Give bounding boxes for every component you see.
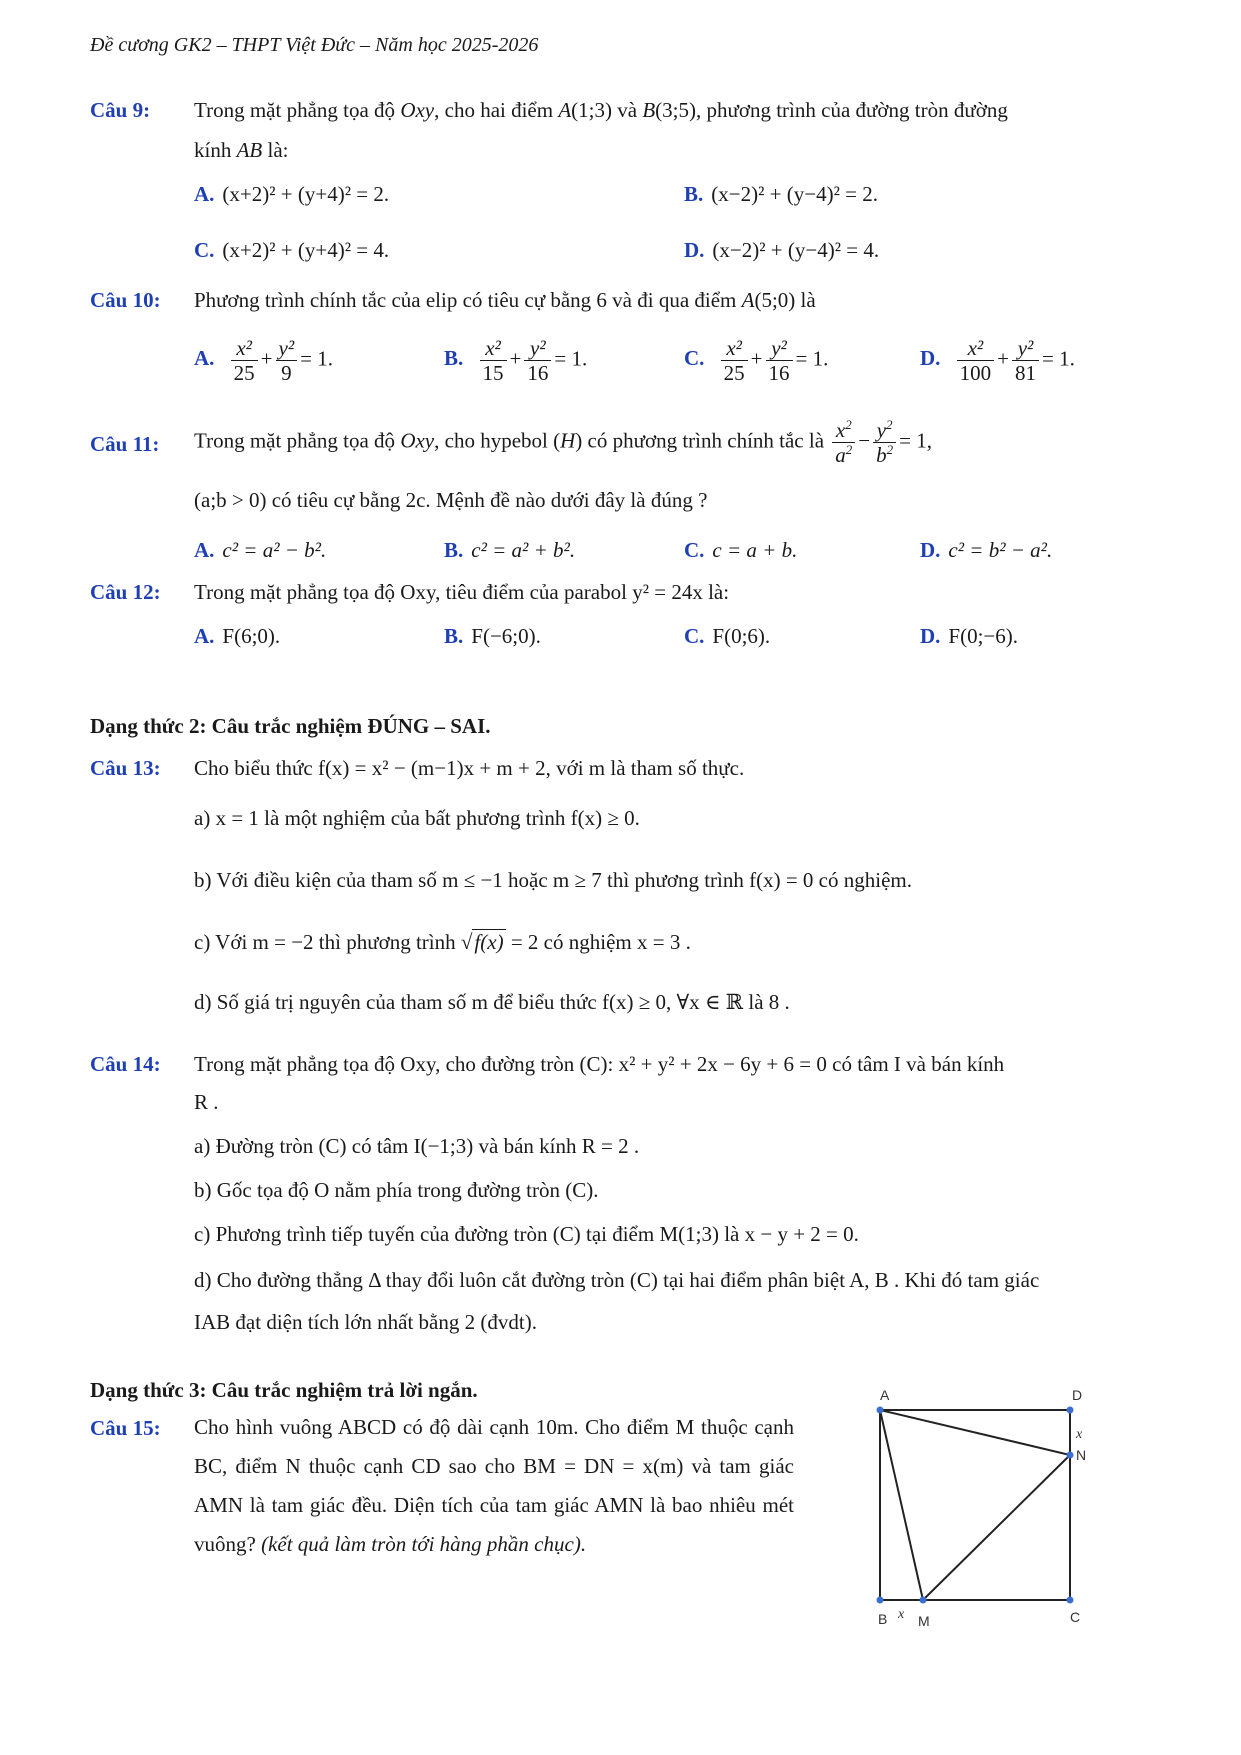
q11-option-c: C. c = a + b. [684,538,798,562]
square-figure [860,1390,1110,1640]
q10-text: Phương trình chính tắc của elip có tiêu cự bằng 6 và đi qua điểm A(5;0) là [194,288,816,312]
q9-label: Câu 9: [90,98,151,122]
q12-option-a: A. F(6;0). [194,624,281,648]
label-m: M [918,1613,930,1629]
q12-text: Trong mặt phẳng tọa độ Oxy, tiêu điểm của parabol y² = 24x là: [194,580,730,604]
square-abcd [880,1410,1070,1600]
triangle-amn [880,1410,1070,1600]
label-x-bm: x [898,1607,905,1622]
point-a [877,1407,884,1414]
point-c [1067,1597,1074,1604]
point-m [920,1597,927,1604]
page-header: Đề cương GK2 – THPT Việt Đức – Năm học 2025-2026 [90,34,539,56]
q15-text: Cho hình vuông ABCD có độ dài cạnh 10m. Cho điểm M thuộc cạnh BC, điểm N thuộc cạnh CD sao cho BM = DN = x(m) và tam giác AMN là tam giác đều. Diện tích của tam giác AMN là bao nhiêu mét vuông? (kết quả làm tròn tới hàng phần chục). [194,1415,794,1556]
q13-item-b: b) Với điều kiện của tham số m ≤ −1 hoặc m ≥ 7 thì phương trình f(x) = 0 có nghiệm. [194,868,912,892]
q9-option-a: A. (x+2)² + (y+4)² = 2. [194,182,390,206]
q9-text: Trong mặt phẳng tọa độ Oxy, cho hai điểm A(1;3) và B(3;5), phương trình của đường tròn đường [194,98,1008,122]
section-3-heading: Dạng thức 3: Câu trắc nghiệm trả lời ngắn. [90,1378,478,1402]
q11-option-b: B. c² = a² + b². [444,538,576,562]
label-a: A [880,1390,890,1403]
q9-option-d: D. (x−2)² + (y−4)² = 4. [684,238,880,262]
q15-label: Câu 15: [90,1416,161,1440]
q13-text: Cho biểu thức f(x) = x² − (m−1)x + m + 2, với m là tham số thực. [194,756,745,780]
q11-label: Câu 11: [90,432,160,456]
q10-option-a: A. $\frac{\text{x²}}{25}$ + $\frac{\text{y²}}{9}$ = 1. [194,336,333,386]
q11-text: Trong mặt phẳng tọa độ Oxy, cho hypebol (H) có phương trình chính tắc là $\frac{x^2}{a^2}$ − $\frac{y^2}{b^2}$ = 1, [194,417,932,468]
q11-option-a: A. c² = a² − b². [194,538,327,562]
q10-option-c: C. $\frac{\text{x²}}{25}$ + $\frac{\text{y²}}{16}$ = 1. [684,336,829,386]
point-n [1067,1452,1074,1459]
q13-item-d: d) Số giá trị nguyên của tham số m để biểu thức f(x) ≥ 0, ∀x ∈ ℝ là 8 . [194,990,790,1014]
label-d: D [1072,1390,1083,1403]
q10-option-b: B. $\frac{\text{x²}}{15}$ + $\frac{\text{y²}}{16}$ = 1. [444,336,588,386]
q9-option-b: B. (x−2)² + (y−4)² = 2. [684,182,878,206]
q14-item-d-line2: IAB đạt diện tích lớn nhất bằng 2 (đvdt). [194,1310,537,1334]
q10-option-d: D. $\frac{\text{x²}}{100}$ + $\frac{\text{y²}}{81}$ = 1. [920,336,1075,386]
label-x-dn: x [1076,1427,1083,1442]
point-b [877,1597,884,1604]
q14-item-a: a) Đường tròn (C) có tâm I(−1;3) và bán kính R = 2 . [194,1134,640,1158]
section-2-heading: Dạng thức 2: Câu trắc nghiệm ĐÚNG – SAI. [90,714,491,738]
label-b: B [878,1611,888,1627]
q13-item-c: c) Với m = −2 thì phương trình √f(x) = 2 có nghiệm x = 3 . [194,930,691,954]
label-c: C [1070,1609,1081,1625]
point-d [1067,1407,1074,1414]
q14-text: Trong mặt phẳng tọa độ Oxy, cho đường tròn (C): x² + y² + 2x − 6y + 6 = 0 có tâm I và bán kính [194,1052,1005,1076]
q12-option-b: B. F(−6;0). [444,624,541,648]
q10-label: Câu 10: [90,288,161,312]
q9-text-line2: kính AB là: [194,138,289,162]
q11-text2: (a;b > 0) có tiêu cự bằng 2c. Mệnh đề nào dưới đây là đúng ? [194,488,708,512]
label-n: N [1076,1447,1087,1463]
q14-item-c: c) Phương trình tiếp tuyến của đường tròn (C) tại điểm M(1;3) là x − y + 2 = 0. [194,1222,859,1246]
q9-option-c: C. (x+2)² + (y+4)² = 4. [194,238,390,262]
q13-item-a: a) x = 1 là một nghiệm của bất phương trình f(x) ≥ 0. [194,806,640,830]
q12-label: Câu 12: [90,580,161,604]
q12-option-c: C. F(0;6). [684,624,771,648]
q11-option-d: D. c² = b² − a². [920,538,1053,562]
q14-label: Câu 14: [90,1052,161,1076]
q12-option-d: D. F(0;−6). [920,624,1019,648]
q14-item-d: d) Cho đường thẳng Δ thay đổi luôn cắt đường tròn (C) tại hai điểm phân biệt A, B . Khi đó tam giác [194,1268,1040,1292]
q14-item-b: b) Gốc tọa độ O nằm phía trong đường tròn (C). [194,1178,599,1202]
q14-text-line2: R . [194,1090,219,1114]
q13-label: Câu 13: [90,756,161,780]
